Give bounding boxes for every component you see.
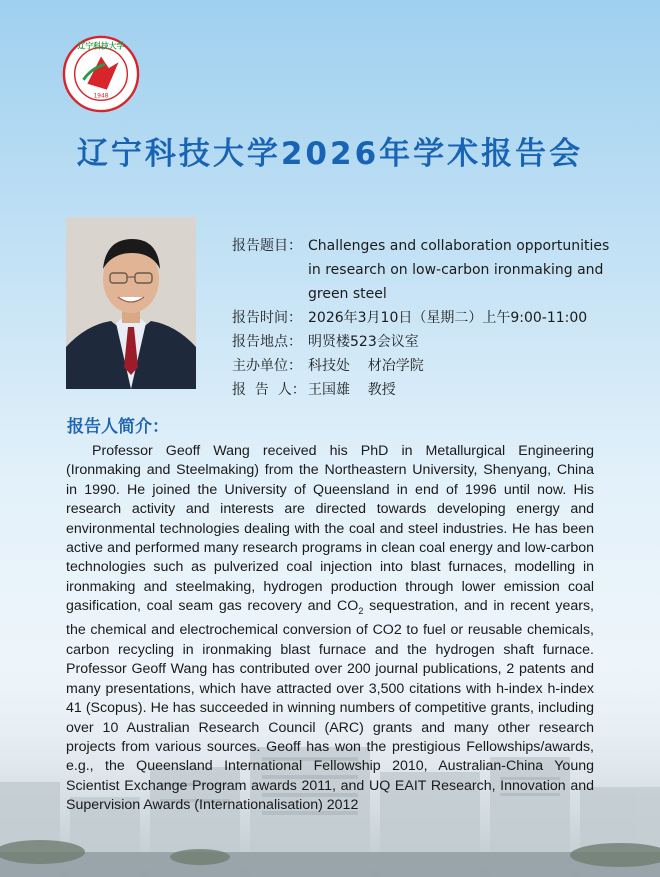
bio-text-part1: Professor Geoff Wang received his PhD in Metallurgical Engineering (Ironmaking and Steelmaking) from the Northeastern University, Shenyang, China in 1990. He joined the University of Queensland in end of 1996 until now. His research activity and interests are directed towards developing energy and environmental technologies dealing with the coal and steel industries. He has been active and performed many research programs in clean coal energy and low-carbon technologies such as pulverized coal injection into blast furnaces, modelling in ironmaking and steelmaking, hydrogen production through lower emission coal gasification, coal seam gas recovery and CO [66, 443, 594, 615]
seal-top-text: 辽宁科技大学 [77, 41, 125, 51]
bio-subscript: 2 [358, 606, 364, 617]
report-topic-row [232, 234, 612, 306]
bio-heading: 报告人简介： [67, 417, 169, 437]
bio-text-part2: sequestration, and in recent years, the chemical and electrochemical conversion of CO2 to fuel or reusable chemicals, carbon recycling in ironmaking blast furnace and the hydrogen shaft furnace. Professor Geoff Wang has contributed over 200 journal publications, 2 patents and many presentations, which have attracted over 3,500 citations with h-index h-index 41 (Scopus). He has succeeded in winning numbers of competitive grants, including over 10 Australian Research Council (ARC) grants and many other research projects from various sources. Geoff has won the prestigious Fellowships/awards, e.g., the Queensland International Fellowship 2010, Australian-China Young Scientist Exchange Program awards 2011, and UQ EAIT Research, Innovation and Supervision Awards (Internationalisation) 2012 [66, 598, 594, 814]
speaker-row [232, 378, 612, 402]
organizer-label: 主办单位： [232, 358, 302, 374]
time-label: 报告时间： [232, 310, 302, 326]
speaker-value: 王国雄 教授 [308, 382, 396, 398]
time-value: 2026年3月10日（星期二）上午9:00-11:00 [308, 310, 588, 326]
topic-label: 报告题目： [232, 238, 302, 254]
organizer-row [232, 354, 612, 378]
location-label: 报告地点： [232, 334, 302, 350]
speaker-portrait-icon [66, 217, 196, 389]
seal-center-text: 1948 [93, 93, 109, 100]
speaker-photo [66, 217, 196, 389]
university-seal-icon [62, 35, 140, 113]
organizer-value: 科技处 材冶学院 [308, 358, 424, 374]
speaker-biography [66, 442, 594, 816]
report-info [232, 234, 612, 402]
poster-title: 辽宁科技大学2026年学术报告会 [76, 136, 584, 172]
topic-value: Challenges and collaboration opportunities in research on low-carbon ironmaking and green steel [308, 238, 610, 302]
location-value: 明贤楼523会议室 [308, 334, 419, 350]
report-time-row [232, 306, 612, 330]
report-location-row [232, 330, 612, 354]
speaker-label: 报 告 人： [232, 382, 306, 398]
